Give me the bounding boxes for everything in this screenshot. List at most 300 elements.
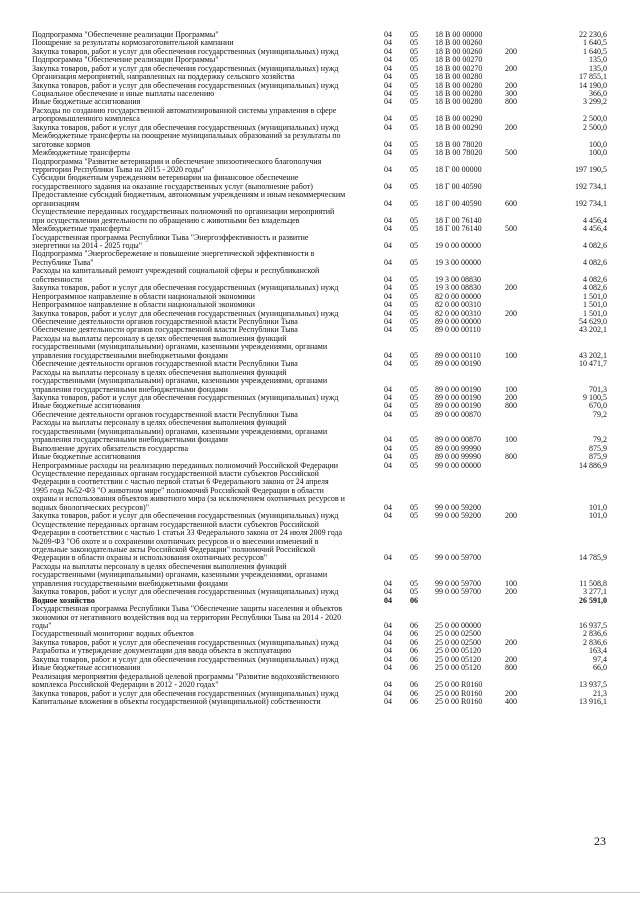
row-name: Разработка и утверждение документации для ввода объекта в эксплуатацию — [32, 646, 292, 656]
row-name: Иные бюджетные ассигнования — [32, 452, 141, 462]
row-expense-type: 500 — [505, 224, 517, 234]
row-name: Расходы на выплаты персоналу в целях обеспечения выполнения функций государственными (муниципальными) органами, казенными учреждениями, органами управления государственными внебюджетными фондами — [32, 561, 328, 588]
row-target-article: 25 0 00 02500 — [435, 629, 481, 639]
row-amount: 1 640,5 — [583, 46, 607, 56]
row-subsection-code: 06 — [410, 654, 418, 664]
row-section-code: 04 — [384, 688, 392, 698]
row-target-article: 89 0 00 00190 — [435, 359, 481, 369]
row-target-article: 18 В 00 00280 — [435, 89, 483, 99]
row-name: Обеспечение деятельности органов государственной власти Республики Тыва — [32, 325, 298, 335]
row-target-article: 18 Г 00 76140 — [435, 215, 482, 225]
row-subsection-code: 06 — [410, 680, 418, 690]
row-name: Закупка товаров, работ и услуг для обеспечения государственных (муниципальных) нужд — [32, 654, 339, 664]
row-subsection-code: 06 — [410, 696, 418, 706]
row-amount: 66,0 — [593, 663, 607, 673]
row-subsection-code: 05 — [410, 80, 418, 90]
row-target-article: 25 0 00 R0160 — [435, 680, 483, 690]
row-target-article: 89 0 00 00190 — [435, 401, 481, 411]
row-amount: 14 785,9 — [579, 553, 607, 563]
row-subsection-code: 05 — [410, 257, 418, 267]
row-amount: 2 500,0 — [583, 122, 607, 132]
row-name: Иные бюджетные ассигнования — [32, 97, 141, 107]
row-amount: 17 855,1 — [579, 72, 607, 82]
row-target-article: 18 В 00 00000 — [435, 29, 483, 39]
table-row — [0, 335, 640, 360]
row-target-article: 18 В 00 78020 — [435, 148, 483, 158]
row-amount: 79,2 — [593, 409, 607, 419]
row-section-code: 04 — [384, 696, 392, 706]
budget-table — [0, 31, 640, 706]
row-expense-type: 800 — [505, 452, 517, 462]
row-section-code: 04 — [384, 29, 392, 39]
row-section-code: 04 — [384, 578, 392, 588]
row-subsection-code: 05 — [410, 215, 418, 225]
row-amount: 100,0 — [589, 148, 607, 158]
row-target-article: 18 В 00 00280 — [435, 72, 483, 82]
row-name: Иные бюджетные ассигнования — [32, 401, 141, 411]
row-subsection-code: 05 — [410, 181, 418, 191]
table-row — [0, 132, 640, 149]
row-name: Закупка товаров, работ и услуг для обеспечения государственных (муниципальных) нужд — [32, 637, 339, 647]
row-amount: 1 640,5 — [583, 38, 607, 48]
row-amount: 4 082,6 — [583, 274, 607, 284]
row-name: Государственная программа Республики Тыва "Энергоэффективность и развитие энергетики на 2014 - 2025 годы" — [32, 232, 309, 251]
row-section-code: 04 — [384, 97, 392, 107]
row-target-article: 18 В 00 00280 — [435, 97, 483, 107]
row-section-code: 04 — [384, 72, 392, 82]
row-section-code: 04 — [384, 224, 392, 234]
row-section-code: 04 — [384, 350, 392, 360]
row-expense-type: 200 — [505, 688, 517, 698]
row-amount: 163,4 — [589, 646, 607, 656]
row-name: Организация мероприятий, направленных на поддержку сельского хозяйства — [32, 72, 295, 82]
row-target-article: 99 0 00 59700 — [435, 578, 481, 588]
row-subsection-code: 05 — [410, 97, 418, 107]
table-row — [0, 369, 640, 394]
row-name: Непрограммные расходы на реализацию переданных полномочий Российской Федерации — [32, 460, 339, 470]
row-section-code: 04 — [384, 114, 392, 124]
row-expense-type: 200 — [505, 46, 517, 56]
row-section-code: 04 — [384, 198, 392, 208]
row-subsection-code: 06 — [410, 688, 418, 698]
row-section-code: 04 — [384, 646, 392, 656]
row-section-code: 04 — [384, 181, 392, 191]
row-amount: 192 734,1 — [575, 198, 607, 208]
row-target-article: 25 0 00 02500 — [435, 637, 481, 647]
table-row — [0, 234, 640, 251]
row-amount: 4 082,6 — [583, 257, 607, 267]
row-subsection-code: 05 — [410, 139, 418, 149]
row-subsection-code: 05 — [410, 38, 418, 48]
row-amount: 100,0 — [589, 139, 607, 149]
row-section-code: 04 — [384, 283, 392, 293]
row-section-code: 04 — [384, 165, 392, 175]
row-section-code: 04 — [384, 409, 392, 419]
row-target-article: 19 3 00 08830 — [435, 274, 481, 284]
row-subsection-code: 05 — [410, 435, 418, 445]
row-subsection-code: 05 — [410, 114, 418, 124]
row-name: Выполнение других обязательств государства — [32, 443, 189, 453]
row-target-article: 89 0 00 00870 — [435, 435, 481, 445]
row-expense-type: 800 — [505, 97, 517, 107]
row-target-article: 18 Г 00 00000 — [435, 165, 482, 175]
row-subsection-code: 05 — [410, 460, 418, 470]
row-expense-type: 200 — [505, 511, 517, 521]
row-target-article: 19 0 00 00000 — [435, 241, 481, 251]
row-expense-type: 400 — [505, 696, 517, 706]
row-target-article: 18 В 00 00260 — [435, 46, 483, 56]
row-target-article: 99 0 00 59700 — [435, 553, 481, 563]
row-subsection-code: 05 — [410, 443, 418, 453]
row-amount: 26 591,0 — [579, 595, 607, 605]
row-expense-type: 200 — [505, 122, 517, 132]
row-name: Капитальные вложения в объекты государственной (муниципальной) собственности — [32, 696, 321, 706]
row-name: Расходы на капитальный ремонт учреждений социальной сферы и республиканской собственности — [32, 266, 320, 284]
row-subsection-code: 05 — [410, 89, 418, 99]
row-name: Расходы на выплаты персоналу в целях обеспечения выполнения функций государственными (муниципальными) органами, казенными учреждениями, органами управления государственными внебюджетными фондами — [32, 367, 328, 394]
table-row — [0, 419, 640, 444]
row-target-article: 25 0 00 05120 — [435, 654, 481, 664]
row-amount: 135,0 — [589, 63, 607, 73]
row-section-code: 04 — [384, 384, 392, 394]
row-amount: 21,3 — [593, 688, 607, 698]
row-amount: 101,0 — [589, 502, 607, 512]
row-subsection-code: 05 — [410, 122, 418, 132]
row-subsection-code: 05 — [410, 553, 418, 563]
row-expense-type: 200 — [505, 308, 517, 318]
row-name: Межбюджетные трансферты — [32, 224, 130, 234]
row-section-code: 04 — [384, 680, 392, 690]
row-amount: 14 886,9 — [579, 460, 607, 470]
row-amount: 875,9 — [589, 452, 607, 462]
row-target-article: 18 Г 00 76140 — [435, 224, 482, 234]
row-section-code: 04 — [384, 291, 392, 301]
row-target-article: 89 0 00 99990 — [435, 443, 481, 453]
row-section-code: 04 — [384, 148, 392, 158]
row-target-article: 25 0 00 05120 — [435, 646, 481, 656]
row-amount: 2 836,6 — [583, 637, 607, 647]
row-section-code: 04 — [384, 629, 392, 639]
row-subsection-code: 05 — [410, 283, 418, 293]
row-subsection-code: 05 — [410, 148, 418, 158]
scan-edge-line — [0, 892, 640, 893]
row-target-article: 25 0 00 05120 — [435, 663, 481, 673]
row-expense-type: 200 — [505, 587, 517, 597]
row-name: Осуществление переданных государственных полномочий по организации мероприятий при осуществлении деятельности по обращению с животными без владельцев — [32, 207, 335, 225]
row-section-code: 04 — [384, 511, 392, 521]
row-amount: 1 501,0 — [583, 308, 607, 318]
row-subsection-code: 05 — [410, 72, 418, 82]
row-subsection-code: 05 — [410, 350, 418, 360]
table-row — [0, 267, 640, 284]
row-subsection-code: 05 — [410, 291, 418, 301]
row-section-code: 04 — [384, 452, 392, 462]
row-subsection-code: 05 — [410, 578, 418, 588]
row-amount: 79,2 — [593, 435, 607, 445]
table-row — [0, 191, 640, 208]
row-section-code: 04 — [384, 55, 392, 65]
row-name: Расходы на выплаты персоналу в целях обеспечения выполнения функций государственными (муниципальными) органами, казенными учреждениями, органами управления государственными внебюджетными фондами — [32, 333, 328, 360]
row-name: Водное хозяйство — [32, 595, 95, 605]
row-expense-type: 200 — [505, 63, 517, 73]
row-section-code: 04 — [384, 502, 392, 512]
row-amount: 43 202,1 — [579, 350, 607, 360]
row-target-article: 89 0 00 99990 — [435, 452, 481, 462]
row-amount: 135,0 — [589, 55, 607, 65]
row-target-article: 18 Г 00 40590 — [435, 181, 482, 191]
row-target-article: 89 0 00 00110 — [435, 350, 481, 360]
row-name: Закупка товаров, работ и услуг для обеспечения государственных (муниципальных) нужд — [32, 308, 339, 318]
row-target-article: 89 0 00 00870 — [435, 409, 481, 419]
table-row — [0, 605, 640, 630]
row-name: Закупка товаров, работ и услуг для обеспечения государственных (муниципальных) нужд — [32, 688, 339, 698]
row-name: Социальное обеспечение и иные выплаты населению — [32, 89, 215, 99]
row-name: Межбюджетные трансферты — [32, 148, 130, 158]
row-section-code: 04 — [384, 274, 392, 284]
row-amount: 13 916,1 — [579, 696, 607, 706]
row-target-article: 19 3 00 00000 — [435, 257, 481, 267]
row-target-article: 19 3 00 08830 — [435, 283, 481, 293]
row-section-code: 04 — [384, 325, 392, 335]
row-name: Иные бюджетные ассигнования — [32, 663, 141, 673]
row-subsection-code: 05 — [410, 300, 418, 310]
row-section-code: 04 — [384, 553, 392, 563]
row-target-article: 99 0 00 00000 — [435, 460, 481, 470]
row-expense-type: 100 — [505, 384, 517, 394]
row-amount: 2 836,6 — [583, 629, 607, 639]
row-amount: 97,4 — [593, 654, 607, 664]
table-row — [0, 588, 640, 596]
row-target-article: 18 В 00 00290 — [435, 122, 483, 132]
row-subsection-code: 05 — [410, 502, 418, 512]
row-target-article: 18 Г 00 40590 — [435, 198, 482, 208]
row-subsection-code: 05 — [410, 384, 418, 394]
row-subsection-code: 05 — [410, 165, 418, 175]
row-expense-type: 300 — [505, 89, 517, 99]
row-amount: 1 501,0 — [583, 291, 607, 301]
table-row — [0, 250, 640, 267]
row-subsection-code: 05 — [410, 274, 418, 284]
row-name: Закупка товаров, работ и услуг для обеспечения государственных (муниципальных) нужд — [32, 587, 339, 597]
row-section-code: 04 — [384, 359, 392, 369]
row-subsection-code: 05 — [410, 29, 418, 39]
row-section-code: 04 — [384, 241, 392, 251]
row-name: Обеспечение деятельности органов государственной власти Республики Тыва — [32, 409, 298, 419]
row-amount: 10 471,7 — [579, 359, 607, 369]
row-target-article: 89 0 00 00190 — [435, 393, 481, 402]
row-subsection-code: 05 — [410, 587, 418, 597]
row-subsection-code: 05 — [410, 511, 418, 521]
row-name: Непрограммное направление в области национальной экономики — [32, 300, 255, 310]
row-amount: 11 508,8 — [579, 578, 607, 588]
row-section-code: 04 — [384, 435, 392, 445]
row-target-article: 89 0 00 00190 — [435, 384, 481, 394]
row-amount: 16 937,5 — [579, 621, 607, 631]
row-name: Осуществление переданных органам государственной власти субъектов Российской Федерации в соответствии с частью первой статьи 6 Федерального закона от 24 апреля 1995 года №52-ФЗ "О животном мире" полномочий Российской Федерации в области охраны и использования объектов животного мира (за исключением охотничьих ресурсов и водных биологических ресурсов)" — [32, 468, 345, 512]
row-amount: 1 501,0 — [583, 300, 607, 310]
row-name: Закупка товаров, работ и услуг для обеспечения государственных (муниципальных) нужд — [32, 122, 339, 132]
row-section-code: 04 — [384, 654, 392, 664]
row-amount: 4 456,4 — [583, 224, 607, 234]
row-subsection-code: 05 — [410, 224, 418, 234]
row-amount: 2 500,0 — [583, 114, 607, 124]
row-target-article: 25 0 00 00000 — [435, 621, 481, 631]
page-number: 23 — [594, 834, 606, 848]
row-section-code: 04 — [384, 308, 392, 318]
row-expense-type: 500 — [505, 148, 517, 158]
row-expense-type: 200 — [505, 637, 517, 647]
row-expense-type: 100 — [505, 578, 517, 588]
row-name: Предоставление субсидий бюджетным, автономным учреждениям и иным некоммерческим организациям — [32, 190, 346, 208]
row-subsection-code: 06 — [410, 629, 418, 639]
row-name: Подпрограмма "Обеспечение реализации Программы" — [32, 29, 219, 39]
row-section-code: 04 — [384, 80, 392, 90]
table-row — [0, 158, 640, 175]
row-name: Реализация мероприятия федеральной целевой программы "Развитие водохозяйственного комплекса Российской Федерации в 2012 - 2020 годах" — [32, 671, 340, 690]
row-section-code: 04 — [384, 317, 392, 326]
row-subsection-code: 06 — [410, 621, 418, 631]
row-subsection-code: 05 — [410, 409, 418, 419]
row-section-code: 04 — [384, 587, 392, 597]
row-section-code: 04 — [384, 89, 392, 99]
row-section-code: 04 — [384, 257, 392, 267]
row-amount: 701,3 — [589, 384, 607, 394]
row-section-code: 04 — [384, 663, 392, 673]
row-target-article: 18 В 00 00260 — [435, 38, 483, 48]
row-name: Непрограммное направление в области национальной экономики — [32, 291, 255, 301]
row-name: Межбюджетные трансферты на поощрение муниципальных образований за результаты по заготовке кормов — [32, 131, 341, 149]
row-target-article: 18 В 00 78020 — [435, 139, 483, 149]
table-row — [0, 698, 640, 706]
row-expense-type: 100 — [505, 350, 517, 360]
row-name: Обеспечение деятельности органов государственной власти Республики Тыва — [32, 359, 298, 369]
row-section-code: 04 — [384, 401, 392, 411]
row-subsection-code: 05 — [410, 46, 418, 56]
row-target-article: 18 В 00 00270 — [435, 55, 483, 65]
row-target-article: 82 0 00 00000 — [435, 291, 481, 301]
row-expense-type: 200 — [505, 80, 517, 90]
row-expense-type: 200 — [505, 283, 517, 293]
row-subsection-code: 05 — [410, 241, 418, 251]
row-amount: 197 190,5 — [575, 165, 607, 175]
row-expense-type: 600 — [505, 198, 517, 208]
row-name: Расходы на выплаты персоналу в целях обеспечения выполнения функций государственными (муниципальными) органами, казенными учреждениями, органами управления государственными внебюджетными фондами — [32, 418, 328, 445]
row-amount: 366,0 — [589, 89, 607, 99]
row-section-code: 04 — [384, 621, 392, 631]
row-section-code: 04 — [384, 460, 392, 470]
row-section-code: 04 — [384, 46, 392, 56]
row-target-article: 99 0 00 59700 — [435, 587, 481, 597]
row-expense-type: 100 — [505, 435, 517, 445]
row-target-article: 82 0 00 00310 — [435, 300, 481, 310]
row-section-code: 04 — [384, 595, 392, 605]
table-row — [0, 673, 640, 690]
row-section-code: 04 — [384, 637, 392, 647]
row-subsection-code: 05 — [410, 325, 418, 335]
row-target-article: 89 0 00 00000 — [435, 317, 481, 326]
table-row — [0, 208, 640, 225]
row-name: Поощрение за результаты кормозаготовительной кампании — [32, 38, 234, 48]
row-subsection-code: 06 — [410, 646, 418, 656]
row-name: Обеспечение деятельности органов государственной власти Республики Тыва — [32, 317, 298, 326]
row-amount: 101,0 — [589, 511, 607, 521]
row-name: Закупка товаров, работ и услуг для обеспечения государственных (муниципальных) нужд — [32, 80, 339, 90]
row-target-article: 25 0 00 R0160 — [435, 696, 483, 706]
row-amount: 4 082,6 — [583, 283, 607, 293]
row-section-code: 04 — [384, 215, 392, 225]
row-section-code: 04 — [384, 63, 392, 73]
table-row — [0, 107, 640, 124]
row-target-article: 99 0 00 59200 — [435, 511, 481, 521]
row-subsection-code: 05 — [410, 401, 418, 411]
row-subsection-code: 06 — [410, 595, 418, 605]
row-amount: 4 456,4 — [583, 215, 607, 225]
row-amount: 9 100,5 — [583, 393, 607, 402]
row-section-code: 04 — [384, 393, 392, 402]
row-section-code: 04 — [384, 139, 392, 149]
row-name: Осуществление переданных органам государственной власти субъектов Российской Федерации в соответствии с частью 1 статьи 33 Федерального закона от 24 июля 2009 года №209-ФЗ "Об охоте и о сохранении охотничьих ресурсов и о внесении изменений в отдельные законодательные акты Российской Федерации" полномочий Российской Федерации в области охраны и использования охотничьих ресурсов" — [32, 519, 343, 563]
row-amount: 43 202,1 — [579, 325, 607, 335]
row-section-code: 04 — [384, 38, 392, 48]
table-row — [0, 521, 640, 563]
row-expense-type: 800 — [505, 663, 517, 673]
row-name: Закупка товаров, работ и услуг для обеспечения государственных (муниципальных) нужд — [32, 63, 339, 73]
row-name: Закупка товаров, работ и услуг для обеспечения государственных (муниципальных) нужд — [32, 511, 339, 521]
row-expense-type: 200 — [505, 393, 517, 402]
row-subsection-code: 06 — [410, 663, 418, 673]
row-target-article: 18 В 00 00270 — [435, 63, 483, 73]
row-amount: 54 629,0 — [579, 317, 607, 326]
row-subsection-code: 05 — [410, 317, 418, 326]
row-amount: 4 082,6 — [583, 241, 607, 251]
row-target-article: 18 В 00 00290 — [435, 114, 483, 124]
row-target-article: 89 0 00 00110 — [435, 325, 481, 335]
row-target-article: 18 В 00 00280 — [435, 80, 483, 90]
row-subsection-code: 05 — [410, 63, 418, 73]
row-subsection-code: 05 — [410, 393, 418, 402]
row-name: Государственный мониторинг водных объектов — [32, 629, 194, 639]
row-name: Субсидии бюджетным учреждениям ветеринарии на финансовое обеспечение государственного задания на оказание государственных услуг (выполнение работ) — [32, 173, 313, 191]
row-subsection-code: 05 — [410, 308, 418, 318]
table-row — [0, 563, 640, 588]
row-name: Расходы по созданию государственной автоматизированной системы управления в сфере агропромышленного комплекса — [32, 105, 337, 124]
row-section-code: 04 — [384, 122, 392, 132]
row-amount: 192 734,1 — [575, 181, 607, 191]
row-expense-type: 800 — [505, 401, 517, 411]
table-row — [0, 470, 640, 512]
row-amount: 875,9 — [589, 443, 607, 453]
row-amount: 670,0 — [589, 401, 607, 411]
row-subsection-code: 05 — [410, 359, 418, 369]
row-amount: 22 230,6 — [579, 29, 607, 39]
row-subsection-code: 05 — [410, 452, 418, 462]
row-amount: 3 299,2 — [583, 97, 607, 107]
row-name: Закупка товаров, работ и услуг для обеспечения государственных (муниципальных) нужд — [32, 283, 339, 293]
row-subsection-code: 06 — [410, 637, 418, 647]
row-amount: 3 277,1 — [583, 587, 607, 597]
row-amount: 14 190,0 — [579, 80, 607, 90]
row-target-article: 25 0 00 R0160 — [435, 688, 483, 698]
row-subsection-code: 05 — [410, 55, 418, 65]
row-section-code: 04 — [384, 443, 392, 453]
row-target-article: 82 0 00 00310 — [435, 308, 481, 318]
row-name: Закупка товаров, работ и услуг для обеспечения государственных (муниципальных) нужд — [32, 46, 339, 56]
row-name: Государственная программа Республики Тыва "Обеспечение защиты населения и объектов экономики от негативного воздействия вод на территории Республики Тыва на 2014 - 2020 годы" — [32, 604, 343, 631]
row-amount: 13 937,5 — [579, 680, 607, 690]
row-section-code: 04 — [384, 300, 392, 310]
row-name: Подпрограмма "Энергосбережение и повышение энергетической эффективности в Республике Тыва" — [32, 249, 315, 267]
row-name: Подпрограмма "Развитие ветеринарии и обеспечение эпизоотического благополучия территории Республики Тыва на 2015 - 2020 годы" — [32, 156, 322, 175]
